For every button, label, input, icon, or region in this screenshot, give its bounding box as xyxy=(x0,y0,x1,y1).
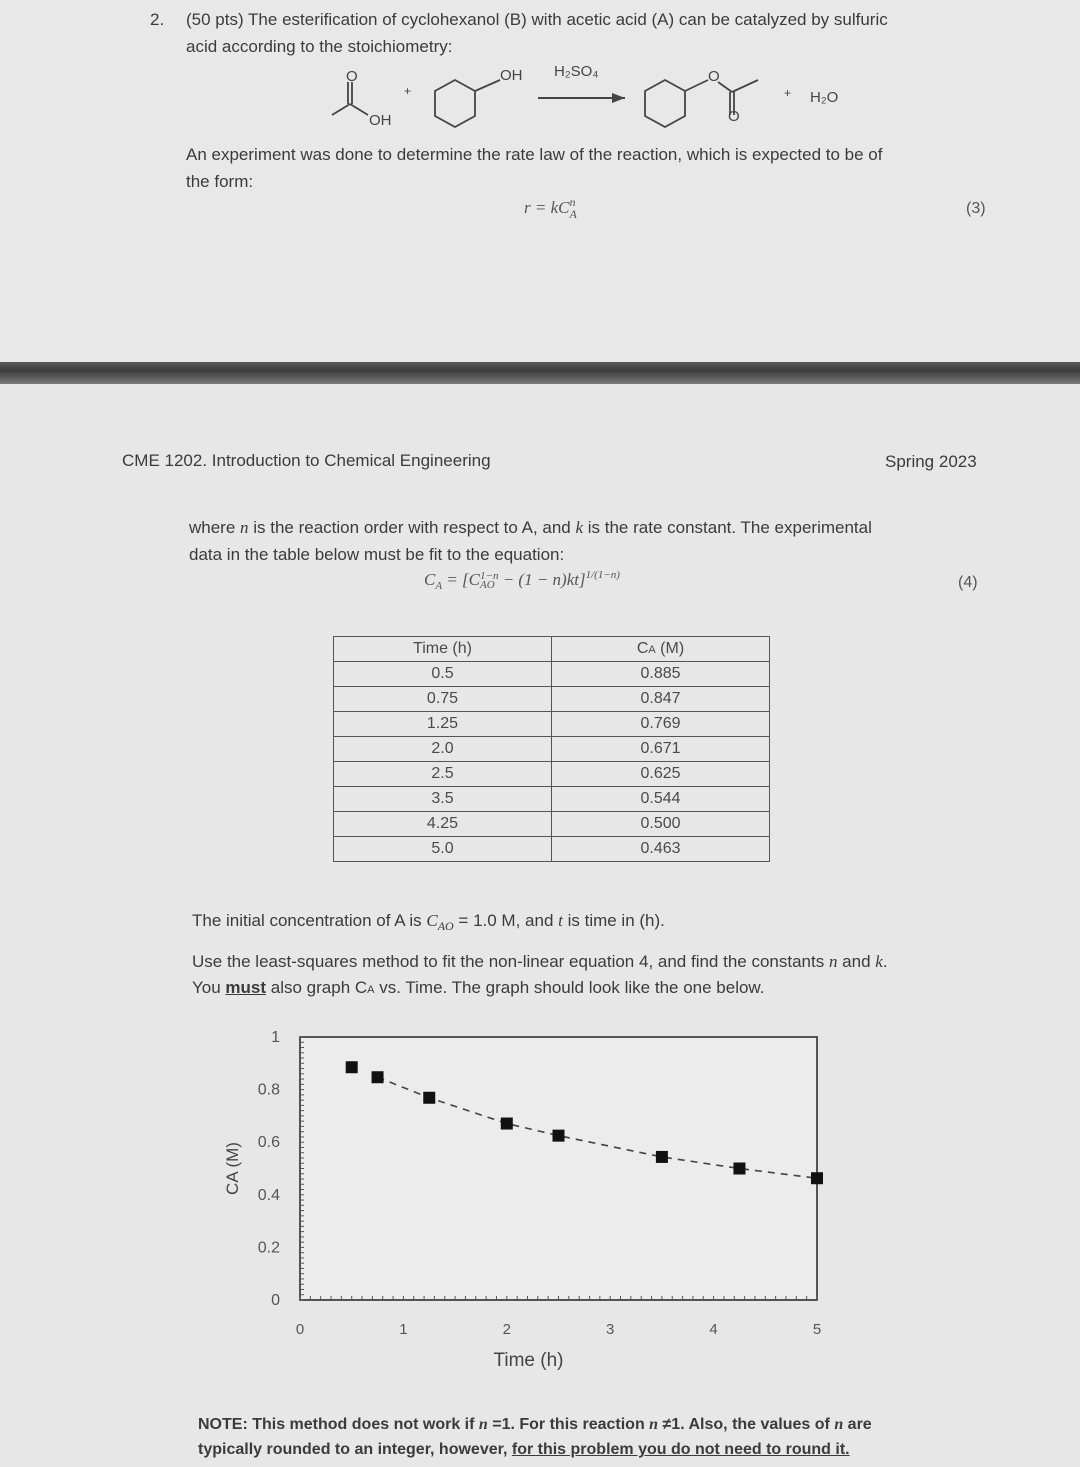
conc-cell: 0.463 xyxy=(552,837,770,862)
table-row xyxy=(334,812,770,837)
conc-cell: 0.885 xyxy=(552,662,770,687)
y-tick-label: 0.6 xyxy=(257,1134,280,1152)
problem-statement-line1: (50 pts) The esterification of cyclohexanol (B) with acetic acid (A) can be catalyzed by sulfuric xyxy=(186,10,888,29)
time-cell: 1.25 xyxy=(334,712,552,737)
previous-page xyxy=(0,0,1080,362)
problem-statement-line2: acid according to the stoichiometry: xyxy=(186,37,453,56)
conc-cell: 0.625 xyxy=(552,762,770,787)
x-tick-label: 0 xyxy=(295,1321,305,1338)
data-point xyxy=(372,1071,384,1083)
data-point xyxy=(423,1092,435,1104)
time-cell: 2.5 xyxy=(334,762,552,787)
concentration-vs-time-chart xyxy=(200,1020,840,1380)
conc-cell: 0.671 xyxy=(552,737,770,762)
water-label: H₂O xyxy=(810,89,839,106)
y-tick-label: 0.4 xyxy=(257,1186,280,1204)
cyclohexanol-ring xyxy=(435,80,475,127)
table-row xyxy=(334,737,770,762)
table-row xyxy=(334,712,770,737)
acetic-acid-structure xyxy=(332,82,368,115)
ester-o-1: O xyxy=(708,68,720,85)
time-cell: 4.25 xyxy=(334,812,552,837)
reaction-scheme xyxy=(320,60,880,140)
data-point xyxy=(656,1151,668,1163)
note-line1: NOTE: This method does not work if n =1. For this reaction n ≠1. Also, the values of n are xyxy=(198,1416,872,1433)
x-tick-label: 1 xyxy=(399,1321,408,1338)
data-point xyxy=(733,1163,745,1175)
y-tick-label: 0.8 xyxy=(257,1081,280,1099)
x-tick-label: 3 xyxy=(606,1321,615,1338)
experiment-line1: An experiment was done to determine the rate law of the reaction, which is expected to be of xyxy=(186,145,883,164)
table-row xyxy=(334,687,770,712)
page-divider xyxy=(0,362,1080,384)
ester-ring xyxy=(645,80,685,127)
x-tick-label: 5 xyxy=(812,1321,822,1338)
data-point xyxy=(553,1130,565,1142)
least-squares-line1: Use the least-squares method to fit the non-linear equation 4, and find the constants n and k. xyxy=(192,952,888,971)
table-header-time: Time (h) xyxy=(334,637,552,662)
y-tick-label: 0 xyxy=(271,1292,280,1309)
table-row xyxy=(334,762,770,787)
conc-cell: 0.769 xyxy=(552,712,770,737)
conc-cell: 0.847 xyxy=(552,687,770,712)
x-tick-label: 4 xyxy=(709,1321,718,1338)
time-cell: 5.0 xyxy=(334,837,552,862)
acid-carbonyl-o: O xyxy=(346,68,358,85)
x-tick-label: 2 xyxy=(502,1321,511,1338)
y-axis-label: CA (M) xyxy=(223,1142,242,1195)
table-row xyxy=(334,787,770,812)
time-cell: 2.0 xyxy=(334,737,552,762)
time-cell: 0.75 xyxy=(334,687,552,712)
fit-equation-number: (4) xyxy=(958,574,978,591)
ester-chain xyxy=(685,80,758,115)
ester-o-2: O xyxy=(728,108,740,125)
reaction-arrow-head xyxy=(612,93,625,103)
time-cell: 0.5 xyxy=(334,662,552,687)
rate-law-number: (3) xyxy=(966,200,986,217)
term-header: Spring 2023 xyxy=(885,452,977,471)
data-point xyxy=(501,1118,513,1130)
data-point xyxy=(346,1061,358,1073)
experiment-line2: the form: xyxy=(186,172,254,191)
catalyst-label: H₂SO₄ xyxy=(554,63,599,80)
data-point xyxy=(811,1172,823,1184)
table-row xyxy=(334,662,770,687)
acid-hydroxyl: OH xyxy=(369,112,392,129)
time-cell: 3.5 xyxy=(334,787,552,812)
least-squares-line2: You must also graph CA vs. Time. The graph should look like the one below. xyxy=(192,978,765,997)
plus-sign-2: + xyxy=(784,86,792,100)
fit-equation: $C_A = [C1-n$ AO − (1 − n)kt]$^{1/(1-n)}$ xyxy=(424,569,620,592)
problem-number: 2. xyxy=(150,10,165,29)
initial-concentration-text: The initial concentration of A is $C_{AO} = 1.0$ M, and t is time in (h). xyxy=(192,911,665,933)
cyclohexanol-bond xyxy=(475,80,500,91)
where-line2: data in the table below must be fit to the equation: xyxy=(189,545,565,564)
rate-law-equation: $r = kC^n_A$ xyxy=(524,195,577,221)
data-table xyxy=(333,636,770,862)
course-header: CME 1202. Introduction to Chemical Engineering xyxy=(122,451,491,470)
table-row xyxy=(334,837,770,862)
y-tick-label: 1 xyxy=(271,1029,280,1046)
alcohol-hydroxyl: OH xyxy=(500,67,523,84)
conc-cell: 0.544 xyxy=(552,787,770,812)
conc-cell: 0.500 xyxy=(552,812,770,837)
y-tick-label: 0.2 xyxy=(257,1239,280,1257)
table-header-concentration: CA (M) xyxy=(552,637,770,662)
table-header-row xyxy=(334,637,770,662)
x-axis-label: Time (h) xyxy=(493,1350,564,1371)
plus-sign-1: + xyxy=(404,84,412,98)
where-line1: where n is the reaction order with respect to A, and k is the rate constant. The experimental xyxy=(189,518,872,537)
note-line2: typically rounded to an integer, however, for this problem you do not need to round it. xyxy=(198,1441,850,1458)
